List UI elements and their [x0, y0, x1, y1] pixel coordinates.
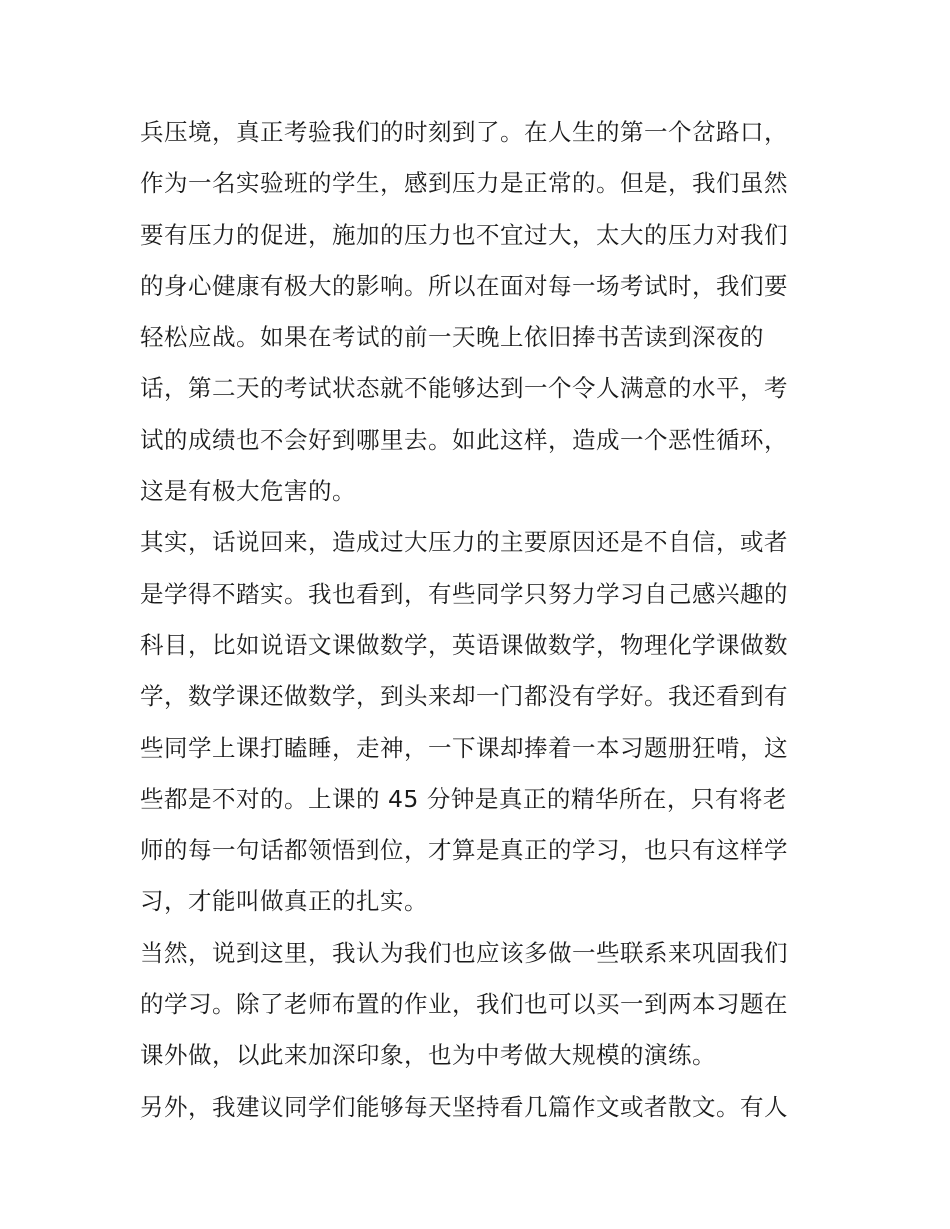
text-line: 轻松应战。如果在考试的前一天晚上依旧捧书苦读到深夜的 — [140, 323, 764, 352]
text-line: 些同学上课打瞌睡，走神，一下课却捧着一本习题册狂啃，这 — [140, 733, 788, 762]
text-line: 试的成绩也不会好到哪里去。如此这样，造成一个恶性循环， — [140, 425, 788, 454]
text-line: 习，才能叫做真正的扎实。 — [140, 887, 428, 916]
text-line: 科目，比如说语文课做数学，英语课做数学，物理化学课做数 — [140, 630, 788, 659]
text-line: 话，第二天的考试状态就不能够达到一个令人满意的水平，考 — [140, 374, 788, 403]
text-line: 要有压力的促进，施加的压力也不宜过大，太大的压力对我们 — [140, 220, 788, 249]
text-line: 当然，说到这里，我认为我们也应该多做一些联系来巩固我们 — [140, 938, 788, 967]
text-line: 的身心健康有极大的影响。所以在面对每一场考试时，我们要 — [140, 271, 788, 300]
text-line: 是学得不踏实。我也看到，有些同学只努力学习自己感兴趣的 — [140, 579, 788, 608]
text-line: 师的每一句话都领悟到位，才算是真正的学习，也只有这样学 — [140, 836, 788, 865]
text-line: 另外，我建议同学们能够每天坚持看几篇作文或者散文。有人 — [140, 1092, 788, 1121]
text-line: 课外做，以此来加深印象，也为中考做大规模的演练。 — [140, 1041, 716, 1070]
text-line: 这是有极大危害的。 — [140, 477, 356, 506]
body-text — [140, 107, 820, 1133]
text-line: 兵压境，真正考验我们的时刻到了。在人生的第一个岔路口， — [140, 118, 788, 146]
text-line: 学，数学课还做数学，到头来却一门都没有学好。我还看到有 — [140, 682, 788, 711]
text-line: 些都是不对的。上课的 45 分钟是真正的精华所在，只有将老 — [140, 784, 787, 813]
text-line: 作为一名实验班的学生，感到压力是正常的。但是，我们虽然 — [140, 169, 788, 198]
text-line: 其实，话说回来，造成过大压力的主要原因还是不自信，或者 — [140, 528, 788, 557]
text-line: 的学习。除了老师布置的作业，我们也可以买一到两本习题在 — [140, 990, 788, 1019]
